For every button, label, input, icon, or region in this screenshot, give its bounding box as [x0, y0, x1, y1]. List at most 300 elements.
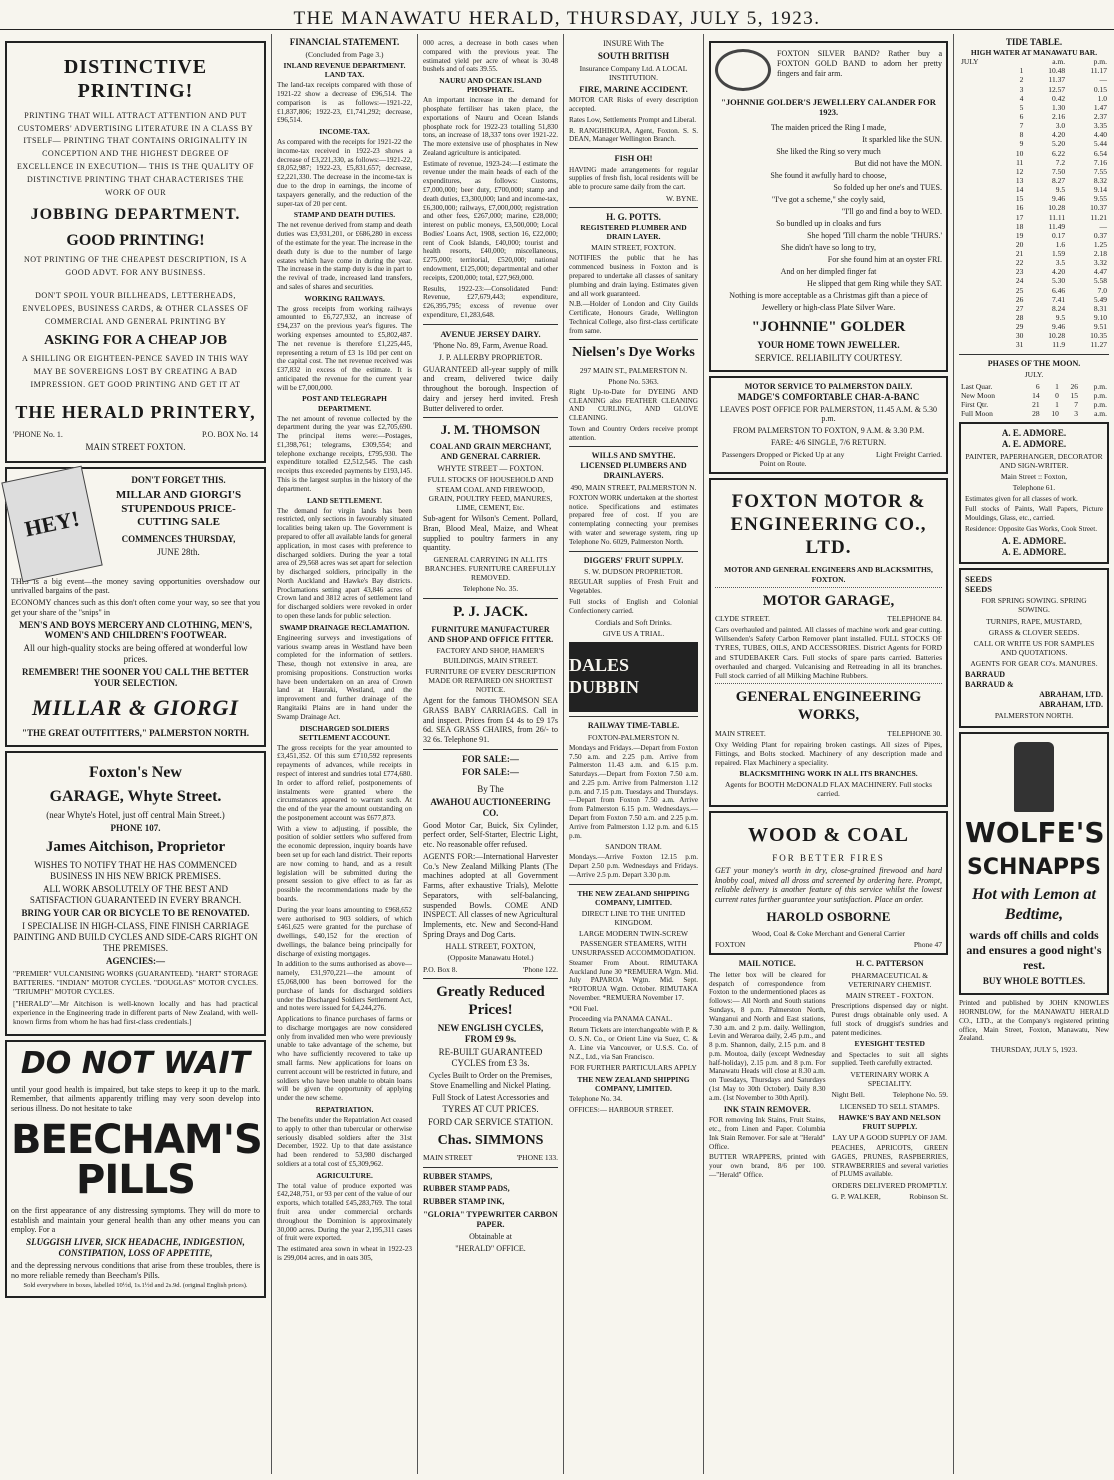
p4: The gross receipts from working railways amounted to £6,727,932, an increase of £94,237 on the previous year's figures. The working expenses amounted to £5,802,487. The net revenue is therefore £1,225,445, representing a return of £3 1s 10d per cent on the capital cost. The net revenue received was £37,832 in excess of the estimate. It is anticipated the revenue for the current year will be £7,000,000. [277, 304, 412, 392]
repat: REPATRIATION. [315, 1104, 374, 1114]
main-st: MAIN STREET [423, 1153, 473, 1163]
wood-body: GET your money's worth in dry, close-grained firewood and hard knobby coal, mixed all dross and screened by ordering here. Prompt, reliable delivery is another feature of this service whilst the lowest current rates further guarantee your satisfaction. Place an order. [715, 865, 942, 905]
madge-ad [709, 376, 948, 474]
tel30: TELEPHONE 30. [887, 728, 942, 738]
pharm: PHARMACEUTICAL & VETERINARY CHEMIST. [848, 970, 932, 989]
sale-title: MILLAR AND GIORGI'S STUPENDOUS PRICE-CUTTING SALE [115, 489, 242, 529]
chas-simmons: Chas. SIMMONS [437, 1133, 544, 1149]
dont-forget: DON'T FORGET THIS. [131, 474, 226, 485]
dales-text: DALES DUBBIN [569, 654, 640, 697]
dnw-body: until your good health is impaired, but take steps to keep it up to the mark. Remember, that ailments apparently trifling may very soon develop into serious illness. Do not hesitate to take [11, 1084, 260, 1114]
full-stock: Full Stock of Latest Accessories and [432, 1092, 549, 1102]
furniture-manufacturer: FURNITURE MANUFACTURER AND SHOP AND OFFICE FITTER. [427, 624, 554, 644]
p2: As compared with the receipts for 1921-22 the income-tax received in 1922-23 shows a decrease of £3,221,330, as follows:—1921-22, £8,052,987; 1922-23, £5,831,657; decrease, £2,221,330. The decrease in the income-tax is due to the drop in earnings, the income of taxpayers generally, and the reduction of the super-tax of 20 per cent. [277, 138, 412, 208]
pj-jack: P. J. JACK. [453, 603, 528, 620]
eng-body: Oxy Welding Plant for repairing broken castings. All sizes of Pipes, Fittings, and Bolts stocked. Machinery of any description made and repaired. Flax Machinery a speciality. [715, 739, 942, 768]
tide-row: 13 8.27 8.32 [1015, 175, 1107, 185]
bring-car: BRING YOUR CAR OR BICYCLE TO BE RENOVATED. [21, 908, 250, 919]
poem-line: It sparkled like the SUN. [862, 134, 942, 144]
osborne-sub: Wood, Coal & Coke Merchant and General Carrier [751, 928, 906, 938]
tide-row: 28 9.5 9.10 [1015, 313, 1107, 323]
panama: Proceeding via PANAMA CANAL. [569, 1015, 673, 1024]
grass-seeds: GRASS & CLOVER SEEDS. [988, 627, 1080, 637]
tide-row: 16 10.28 10.37 [1015, 203, 1107, 213]
insure: INSURE With The [603, 39, 664, 48]
mail-body: The letter box will be cleared for despatch of correspondence from Foxton to the undermentioned places as follows:— All North and South stations Sundays, 8 p.m. Palmerston North, Wanganui and North and East stations, 7.30 a.m. and 2 p.m. daily. Wellington, Levin and Weraroa daily, 2.45 p.m., and 8 p.m. Shannon, daily, 2.15 p.m. and 8 p.m. Moutoa, daily (except Wednesday half-holiday), 2.15 p.m. and 8 p.m. For Manawatu Heads will close at 8.30 a.m. on Tuesdays, Thursdays and Saturdays (1st May to 30th October). Daily 8.30 a.m. (1st November to 30th April). [709, 970, 826, 1102]
motor-car: Good Motor Car, Buick, Six Cylinder, perfect order, Self-Starter, Electric Light, etc. No reasonable offer refused. [423, 820, 558, 850]
poem-line: But did not have the MON. [854, 158, 942, 168]
printed-by: Printed and published by JOHN KNOWLES HORNBLOW, for the MANAWATU HERALD CO., LTD., at the Company's registered printing office, Main Street, Foxton, Manawatu, New Zealand. [959, 999, 1109, 1043]
admore-1: A. E. ADMORE. [1001, 428, 1067, 439]
poem-line: "I've got a scheme," she coyly said, [771, 194, 886, 204]
return-tickets: Return Tickets are interchangeable with P. & O. S.N. Co., or Orient Line via Suez, C. & A. Line via Vancouver, or U.S.S. Co. of N.Z., Ltd., via San Francisco. [569, 1026, 698, 1061]
orders: ORDERS DELIVERED PROMPTLY. [831, 1181, 948, 1191]
remember: REMEMBER! THE SOONER YOU CALL THE BETTER YOUR SELECTION. [22, 667, 249, 689]
prescriptions: Prescriptions dispensed day or night. Purest drugs obtainable only used. A full stock of druggist's sundries and patent medicines. [831, 1002, 948, 1037]
moon-title: PHASES OF THE MOON. [987, 358, 1081, 368]
tide-row: 15 9.46 9.55 [1015, 194, 1107, 204]
agencies: AGENCIES:— [105, 956, 165, 967]
all-work: ALL WORK ABSOLUTELY OF THE BEST AND SATISFACTION GUARANTEED IN EVERY BRANCH. [29, 884, 242, 906]
seeds-1: SEEDS [965, 573, 992, 584]
admore-ad [959, 422, 1109, 564]
poem-line: The maiden priced the Ring I made, [770, 122, 887, 132]
poem-line: "I'll go and find a boy to WED. [841, 206, 942, 216]
moon-row: First Qtr. 21 1 7 p.m. [961, 399, 1107, 409]
tide-row: 5 1.30 1.47 [1019, 102, 1107, 112]
land: LAND SETTLEMENT. [306, 495, 383, 505]
irdept: INLAND REVENUE DEPARTMENT. [283, 61, 406, 71]
jack-agent: Agent for the famous THOMSON SEA GRASS BABY CARRIAGES. Call in and inspect. Prices from £4 4s to £9 17s 6d. SEA GRASS CHAIRS, from 26/- to 32 6s. Telephone 91. [423, 696, 558, 745]
p10: During the year loans amounting to £968,652 were authorised to 903 soldiers, of which £461,625 were granted for the purchase of dwellings, £40,152 for the erection of dwellings, the balance being principally for discharge of existing mortgages. [277, 905, 412, 958]
railway: RAILWAY TIME-TABLE. [587, 720, 680, 730]
wood-coal: WOOD & COAL [748, 823, 909, 846]
walker: G. P. WALKER, [831, 1192, 881, 1202]
tide-row: 2 11.37 — [1019, 75, 1107, 85]
soldiers: DISCHARGED SOLDIERS SETTLEMENT ACCOUNT. [299, 723, 390, 742]
landtax: LAND TAX. [324, 70, 365, 80]
column-2 [272, 34, 418, 1474]
cheap-body: A SHILLING OR EIGHTEEN-PENCE SAVED IN THIS WAY MAY BE SOVEREIGNS LOST BY CREATING A BAD IMPRESSION. GET GOOD PRINTING AND GET IT AT [22, 354, 249, 390]
by-the: By The [477, 783, 504, 794]
licensed-stamps: LICENSED TO SELL STAMPS. [839, 1101, 940, 1111]
millar-giorgi: MILLAR & GIORGI [32, 695, 239, 721]
moon-row: Last Quar. 6 1 26 p.m. [961, 381, 1107, 391]
potts-nb: N.B.—Holder of London and City Guilds Certificate, Honours Grade, Wellington Technical College, also first-class certificate from same. [569, 300, 698, 335]
mens-wear: MEN'S AND BOYS MERCERY AND CLOTHING, MEN'S, WOMEN'S AND CHILDREN'S FOOTWEAR. [19, 619, 252, 641]
plumber: REGISTERED PLUMBER AND DRAIN LAYER. [580, 222, 687, 242]
poem-line: So bundled up in cloaks and furs [776, 218, 881, 228]
insurance-agent: R. RANGIHIKURA, Agent, Foxton. S. S. DEAN, Manager Wellington Branch. [569, 126, 698, 144]
gloria: "GLORIA" TYPEWRITER CARBON PAPER. [423, 1209, 558, 1229]
p9: With a view to adjusting, if possible, the position of soldier settlers who suffered from the economic depression, inquiry boards have been set up for each land district. Their reports are now coming to hand, and as a result legislation will be submitted during the present session to give effect to as far as possible the recommendations made by the boards. [277, 824, 412, 903]
rubber-stamps: RUBBER STAMPS, [423, 1171, 493, 1181]
tide-row: 21 1.59 2.18 [1015, 249, 1107, 259]
admore-4: A. E. ADMORE. [1001, 546, 1067, 557]
phone133: 'PHONE 133. [516, 1153, 558, 1163]
subagent: Sub-agent for Wilson's Cement. Pollard, Bran, Blood Meal, Maize, and Wheat supplied to poultry farmers in any quantity. [423, 514, 558, 553]
night-bell: Night Bell. [831, 1090, 865, 1100]
clyde-st: CLYDE STREET. [715, 614, 770, 624]
tide-row: 31 11.9 11.27 [1015, 340, 1107, 350]
tide-row: 22 3.5 3.32 [1015, 258, 1107, 268]
foxtons-new: Foxton's New [89, 764, 182, 782]
hey-illustration [1, 465, 102, 582]
p14: The total value of produce exported was £42,248,751, or 93 per cent of the value of our exports, which totalled £45,283,769. The total fruit area under commercial orchards throughout the Dominion is approximately 30,000 acres. During the year 2,195,311 cases of fruit were exported. [277, 1181, 412, 1243]
wills: WILLS AND SMYTHE. [591, 451, 676, 461]
nz-shipping: THE NEW ZEALAND SHIPPING COMPANY, LIMITED. [577, 888, 690, 907]
june-date: JUNE 28th. [157, 546, 200, 557]
hey-text: HEY! [22, 504, 82, 541]
pm-label: p.m. [1093, 57, 1107, 67]
palmerston-north: PALMERSTON NORTH. [994, 711, 1074, 721]
freight: Light Freight Carried. [875, 449, 942, 459]
garage-body: Cars overhauled and painted. All classes of machine work and gear cutting. Willsenden's Safety Carbon Remover plant installed. FULL STOCKS OF TYRES, TUBES, OILS, AND ACCESSORIES. District Agents for FORD and STUDEBAKER Cars. Full stocks of spare parts carried. Batteries overhauled and charged. Vulcanising and Retreading in all its branches. Full stock carried of all Milking Machine Rubbers. [715, 625, 942, 680]
call-write: CALL OR WRITE US FOR SAMPLES AND QUOTATIONS. [973, 638, 1095, 658]
am-label: a.m. [1052, 57, 1066, 67]
main-street-6: Main Street :: Foxton, [1000, 472, 1068, 482]
silver-band: FOXTON SILVER BAND? Rather buy a FOXTON GOLD BAND to adorn her pretty fingers and fair arm. [777, 49, 942, 78]
tide-row: 8 4.20 4.40 [1019, 130, 1107, 140]
oil-fuel: *Oil Fuel. [569, 1004, 599, 1013]
billheads: DON'T SPOIL YOUR BILLHEADS, LETTERHEADS, ENVELOPES, BUSINESS CARDS, & OTHER CLASSES OF COMMERCIAL AND GENERAL PRINTING BY [22, 290, 249, 326]
agri: AGRICULTURE. [316, 1170, 373, 1180]
moon-month: JULY. [1024, 370, 1044, 380]
tide-row: 14 9.5 9.14 [1015, 185, 1107, 195]
lay-up: LAY UP A GOOD SUPPLY OF JAM. [832, 1132, 948, 1142]
patterson: H. C. PATTERSON [855, 959, 924, 969]
potts: H. G. POTTS. [606, 212, 661, 222]
herald-printery: THE HERALD PRINTERY, [15, 401, 256, 422]
poem-line: She liked the Ring so very much [776, 146, 881, 156]
direct-line: DIRECT LINE TO THE UNITED KINGDOM. [581, 909, 686, 928]
awahou: AWAHOU AUCTIONEERING CO. [430, 796, 551, 818]
hot-lemon: Hot with Lemon at Bedtime, [971, 886, 1096, 923]
tide-row: 6 2.16 2.37 [1019, 111, 1107, 121]
cordials: Cordials and Soft Drinks. [595, 617, 672, 627]
p12: Applications to finance purchases of farms or to discharge mortgages are now considered only from invalided men who were previously unable to take advantage of the scheme, but who have sufficiently recovered to take up small farms. New applications for loans on current account will be restricted in future, and soldiers who have been unable to obtain loans will be given the opportunity of applying under the new scheme. [277, 1015, 412, 1103]
nz-ship2: THE NEW ZEALAND SHIPPING COMPANY, LIMITED. [577, 1074, 690, 1093]
good-printing: GOOD PRINTING! [66, 231, 205, 249]
guaranteed-milk: GUARANTEED all-year supply of milk and cream, delivered twice daily throughout the borough. Inspection of dairy and jersey herd invited. Fresh Butter delivered to order. [423, 364, 558, 413]
outfitters: "THE GREAT OUTFITTERS," PALMERSTON NORTH. [21, 728, 250, 739]
p7: Engineering surveys and investigations of various swamp areas in Westland have been completed for the information of settlers. These, though not extensive in area, are promising propositions. Construction works have been undertaken on an area of Crown land at Hauraki, Westland, and the improvement and further drainage of the Rangitaiki Plains are in hand under the Swamp Drainage Act. [277, 633, 412, 721]
tide-row: 12 7.50 7.55 [1015, 166, 1107, 176]
booth: Agents for BOOTH McDONALD FLAX MACHINERY. Full stocks carried. [725, 780, 932, 799]
diggers: DIGGERS' FRUIT SUPPLY. [583, 555, 684, 565]
avenue-dairy: AVENUE JERSEY DAIRY. [440, 328, 541, 339]
tide-title: TIDE TABLE. [1005, 37, 1063, 47]
wills-addr: 490, MAIN STREET, PALMERSTON N. [570, 482, 697, 492]
spectacles: and Spectacles to suit all sights supplied. Teeth carefully extracted. [831, 1050, 948, 1068]
barraud-2: BARRAUD & [965, 680, 1014, 690]
blacksmith: BLACKSMITHING WORK IN ALL ITS BRANCHES. [739, 769, 918, 779]
post: POST AND TELEGRAPH DEPARTMENT. [302, 394, 387, 413]
fox-palm: FOXTON-PALMERSTON N. [587, 732, 680, 742]
main-st-5: MAIN STREET. [715, 728, 766, 738]
p1: The land-tax receipts compared with those of 1921-22 show a decrease of £96,514. The comparison is as follows:—1921-22, £1,837,806; 1922-23, £1,741,292; decrease, £96,514. [277, 81, 412, 125]
tel61: Telephone 61. [1012, 483, 1056, 493]
from-palmerston: FROM PALMERSTON TO FOXTON, 9 A.M. & 3.30 P.M. [732, 426, 925, 436]
rail-body: Mondays and Fridays.—Depart from Foxton 7.50 a.m. and 2.25 p.m. Arrive from Palmerston 11.43 a.m. and 6.15 p.m. Saturdays.—Depart from Foxton 7.50 a.m. and 2.25 p.m. Arrive from Palmerston 1.12 p.m. and 7.15 p.m. Tuesdays and Thursdays.—Depart from Foxton 7.50 a.m. Arrive from Palmerston 6.15 p.m. Wednesdays.—Depart from Foxton 7.50 a.m. and 2.25 p.m. Arrive from Palmerston 1.12 p.m. and 6.15 p.m. [569, 743, 698, 840]
abraham-2: ABRAHAM, LTD. [1039, 699, 1103, 709]
byne: W. BYNE. [666, 193, 698, 203]
c3-p2: An important increase in the demand for phosphate fertiliser has taken place, the exportations of Nauru and Ocean Islands phosphate rock for 1922-23 totalling 51,830 tons, an increase of 18,337 tons over 1921-22. The more extensive use of phosphates in New Zealand agriculture is anticipated. [423, 96, 558, 157]
good-body: NOT PRINTING OF THE CHEAPEST DESCRIPTION, IS A GOOD ADVT. FOR ANY BUSINESS. [23, 255, 248, 278]
p6: The demand for virgin lands has been restricted, only sections in favourably situated localities being taken up. The Government is prepared to offer all available lands for general application, in most cases with preference to discharged soldiers. During the year a total area of 29,568 acres was set apart for selection by discharged soldiers, principally in the North Auckland and Hawke's Bay districts. Proclamations setting apart 43,846 acres of Crown land and 3812 acres of settlement land for discharged soldiers were revoked in order to open these lands for public selection. [277, 506, 412, 620]
motor-risks: MOTOR CAR Risks of every description accepted. [569, 96, 698, 114]
tide-row: 9 5.20 5.44 [1019, 139, 1107, 149]
rubber-pads: RUBBER STAMP PADS, [423, 1184, 510, 1194]
wills-body: FOXTON WORK undertaken at the shortest notice. Specifications and estimates prepared free of cost. If you are contemplating connecting your premises with water and sewerage system, ring up Telephone No. 6029, Palmerston North. [569, 493, 698, 546]
poem-line: So folded up her one's and TUES. [833, 182, 942, 192]
hall-street: HALL STREET, FOXTON, [445, 941, 536, 951]
tide-row: 27 8.24 8.31 [1015, 303, 1107, 313]
service-values: SERVICE. RELIABILITY COURTESY. [754, 352, 903, 363]
p15: The estimated area sown in wheat in 1922-23 is 299,004 acres, and in oats 305, [277, 1245, 412, 1262]
ink-stain: INK STAIN REMOVER. [723, 1104, 811, 1114]
insurance: Insurance Company Ltd. A LOCAL INSTITUTION. [579, 63, 688, 82]
footer-date: THURSDAY, JULY 5, 1923. [990, 1045, 1078, 1055]
masthead: THE MANAWATU HERALD, THURSDAY, JULY 5, 1923. [0, 0, 1114, 30]
residence: Residence: Opposite Gas Works, Cook Street. [965, 524, 1098, 533]
moon-row: Full Moon 28 10 3 a.m. [961, 408, 1107, 418]
licensed-plumbers: LICENSED PLUMBERS AND DRAINLAYERS. [580, 461, 687, 480]
barraud-1: BARRAUD [965, 670, 1005, 680]
tide-table [959, 57, 1109, 350]
schnapps: SCHNAPPS [967, 854, 1101, 880]
printing-ad [5, 41, 266, 463]
jobbing: JOBBING DEPARTMENT. [30, 206, 241, 224]
cycles-built: Cycles Built to Order on the Premises, Stove Enamelling and Nickel Plating. [428, 1071, 553, 1090]
turnips: TURNIPS, RAPE, MUSTARD, [986, 616, 1082, 626]
p8: The gross receipts for the year amounted to £3,451,352. Of this sum £710,592 represents repayments of advances, while receipts in respect of interest and sundries total £774,680. In order to afford relief, postponements of instalments were granted where the circumstances appeared to warrant such. At the end of the year the amount outstanding on the postponement account was £677,873. [277, 743, 412, 822]
tide-row: 7 3.0 3.35 [1019, 121, 1107, 131]
potts-body: NOTIFIES the public that he has commenced business in Foxton and is prepared to undertake all classes of sanitary plumbing and drain laying. Estimates given and all work guaranteed. [569, 254, 698, 298]
agencies-list: "PREMIER" VULCANISING WORKS (GUARANTEED). "HART" STORAGE BATTERIES. "INDIAN" MOTOR CYCLES. "DOUGLAS" MOTOR CYCLES. "TRIUMPH" MOTOR CYCLES. [13, 969, 258, 997]
foxton-motor-ad [709, 478, 948, 807]
tide-row: 30 10.28 10.35 [1015, 331, 1107, 341]
large-steamers: LARGE MODERN TWIN-SCREW PASSENGER STEAMERS, WITH UNSURPASSED ACCOMMODATION. [571, 929, 696, 957]
tide-row: 24 5.30 5.58 [1015, 276, 1107, 286]
fish-oh: FISH OH! [614, 153, 653, 164]
motor-garage: MOTOR GARAGE, [762, 592, 895, 609]
golder-ad [709, 41, 948, 372]
sandon-body: Mondays.—Arrive Foxton 12.15 p.m. Depart 2.50 p.m. Wednesdays and Fridays.—Arrive 2.5 p.m. Depart 3.30 p.m. [569, 853, 698, 880]
leaves: LEAVES POST OFFICE FOR PALMERSTON, 11.45 A.M. & 5.30 p.m. [719, 404, 937, 424]
moon-row: New Moon 14 0 15 p.m. [961, 390, 1107, 400]
tide-row: 17 11.11 11.21 [1015, 212, 1107, 222]
commences: COMMENCES THURSDAY, [121, 533, 236, 544]
painter: PAINTER, PAPERHANGER, DECORATOR AND SIGN-WRITER. [965, 452, 1103, 471]
give-trial: GIVE US A TRIAL. [602, 628, 665, 638]
do-not-wait: DO NOT WAIT [20, 1045, 251, 1081]
nielsen: Nielsen's Dye Works [572, 345, 695, 361]
bottle-illustration [1014, 742, 1054, 812]
tide-row: 19 0.17 0.37 [1015, 230, 1107, 240]
passengers: Passengers Dropped or Picked Up at any Point on Route. [721, 449, 845, 468]
rubber-ink: RUBBER STAMP INK, [423, 1197, 505, 1207]
sandon: SANDON TRAM. [605, 842, 662, 852]
column-3 [418, 34, 564, 1474]
tide-row: 29 9.46 9.51 [1015, 322, 1107, 332]
p3: The net revenue derived from stamp and death duties was £3,931,201, or £686,280 in excess of the estimate for the year. The increase in the death duty is due to the number of large estates which have come in during the year. The increase in the stamp duty is due in part to the revival of trade, increased land transfers, and sales of shares and securities. [277, 221, 412, 291]
working: WORKING RAILWAYS. [304, 293, 385, 303]
tide-head: HIGH WATER AT MANAWATU BAR. [970, 47, 1098, 57]
july-label: JULY [961, 57, 979, 67]
rates: Rates Low, Settlements Prompt and Liberal. [569, 115, 697, 124]
potts-addr: MAIN STREET, FOXTON. [591, 243, 676, 253]
peaches: PEACHES, APRICOTS, GREEN GAGES, PRUNES, RASPBERRIES, STRAWBERRIES and several varieties of PLUMS available. [831, 1144, 948, 1179]
foxton-motor: FOXTON MOTOR & ENGINEERING CO., LTD. [730, 490, 927, 559]
rebuilt-cycles: RE-BUILT GUARANTEED CYCLES from £3 3s. [438, 1047, 543, 1069]
nielsen-town: Town and Country Orders receive prompt attention. [569, 424, 698, 442]
spring-sowing: FOR SPRING SOWING. SPRING SOWING. [981, 596, 1087, 615]
offices: OFFICES:— HARBOUR STREET. [569, 1105, 674, 1114]
fare: FARE: 4/6 SINGLE, 7/6 RETURN. [771, 437, 886, 447]
nielsen-phone: Phone No. 5363. [608, 376, 659, 386]
poem [715, 122, 942, 314]
estimates: Estimates given for all classes of work. [965, 494, 1078, 503]
poem-line: She found it awfully hard to choose, [770, 170, 887, 180]
stamp: STAMP AND DEATH DUTIES. [293, 210, 396, 220]
column-4 [564, 34, 704, 1474]
abraham-1: ABRAHAM, LTD. [1039, 689, 1103, 699]
new-cycles: NEW ENGLISH CYCLES, FROM £9 9s. [437, 1023, 544, 1045]
wolfes: WOLFE'S [965, 816, 1105, 850]
column-6 [954, 34, 1114, 1474]
tide-row: 20 1.6 1.25 [1015, 239, 1107, 249]
incometax: INCOME-TAX. [319, 127, 370, 137]
veterinary: VETERINARY WORK A SPECIALITY. [850, 1070, 930, 1089]
confectionery: Full stocks of English and Colonial Confectionery carried. [569, 598, 698, 615]
tel34: Telephone No. 34. [569, 1094, 622, 1103]
seeds-2: SEEDS [965, 583, 992, 594]
motor-general: MOTOR AND GENERAL ENGINEERS AND BLACKSMITHS, FOXTON. [724, 565, 933, 584]
butter: BUTTER WRAPPERS, printed with your own brand, 8/6 per 100. —"Herald" Office. [709, 1153, 826, 1180]
general-engineering: GENERAL ENGINEERING WORKS, [735, 689, 922, 724]
garage-whyte: GARAGE, Whyte Street. [49, 787, 222, 805]
p5: The net amount of revenue collected by the department during the year was £2,705,690. The principal items were:—Postages, £1,398,761; telegrams, £309,554; and telephone exchange receipts, £795,930. The expenditure totalled £2,512,545. The cash receipts thus exceeded payments by £193,145. This is the largest surplus in the history of the department. [277, 414, 412, 493]
phone-107: PHONE 107. [110, 823, 161, 834]
south-british: SOUTH BRITISH [597, 50, 670, 61]
tide-row: 18 11.49 — [1015, 221, 1107, 231]
whyte-st: WHYTE STREET — FOXTON. [437, 463, 544, 473]
allerby: J. P. ALLERBY PROPRIETOR. [438, 352, 543, 362]
golder-calendar: "JOHNNIE GOLDER'S JEWELLERY CALANDER FOR 1923. [721, 97, 936, 118]
harold-osborne: HAROLD OSBORNE [766, 908, 891, 924]
coal-stocks: FULL STOCKS OF HOUSEHOLD AND STEAM COAL AND FIREWOOD, GRAIN, POULTRY FEED, MANURES, LIME, CEMENT, Etc. [427, 475, 554, 512]
swamp: SWAMP DRAINAGE RECLAMATION. [279, 622, 410, 632]
tide-row: 1 10.48 11.17 [1019, 66, 1107, 76]
p11: In addition to the sums authorised as above—namely, £31,970,221—the amount of £5,068,000 has been borrowed for the purchase of lands for discharged soldiers under the Discharged Soldiers Settlement Act, and notes were issued for £4,244,276. [277, 960, 412, 1013]
tide-row: 25 6.46 7.0 [1015, 285, 1107, 295]
printing-title: DISTINCTIVE PRINTING! [63, 56, 208, 103]
beechams-ad [5, 1040, 266, 1298]
osborne-place: FOXTON [715, 939, 746, 949]
nielsen-addr: 297 MAIN ST., PALMERSTON N. [579, 365, 688, 375]
greatly-reduced: Greatly Reduced Prices! [436, 983, 545, 1018]
tide-row: 3 12.57 0.15 [1019, 84, 1107, 94]
osborne-ad [709, 811, 948, 956]
johnnie-golder: "JOHNNIE" GOLDER [751, 318, 906, 335]
ford-service: FORD CAR SERVICE STATION. [427, 1117, 554, 1128]
obtainable: Obtainable at [469, 1232, 512, 1242]
beechams-body: on the first appearance of any distressing symptoms. They will do more to establish and maintain your general health than any other means you can employ. For a [11, 1205, 260, 1235]
pat-addr: MAIN STREET - FOXTON. [845, 991, 934, 1001]
sale-body: THIS is a big event—the money saving opportunities overshadow our unrivalled bargains of the past. [11, 576, 260, 596]
thomson: J. M. THOMSON [440, 422, 541, 438]
financial-title: FINANCIAL STATEMENT. [289, 37, 400, 47]
admore-2: A. E. ADMORE. [1001, 439, 1067, 450]
pobox-label: P.O. BOX No. 14 [201, 429, 258, 439]
osborne-phone: Phone 47 [913, 939, 942, 949]
wishes: WISHES TO NOTIFY THAT HE HAS COMMENCED BUSINESS IN HIS NEW BRICK PREMISES. [34, 860, 237, 882]
ships: Steamer From About. RIMUTAKA Auckland June 30 *REMUERA Wgtn. Mid. July PAPAROA Wgtn. Mid. Sept. *ROTORUA Wgtn. October. RIMUTAKA November. *REMUERA November 17. [569, 958, 698, 1002]
agents-for: AGENTS FOR:—International Harvester Co.'s New Zealand Milking Plants (The machines adopted at all Government Farms, after exhaustive Trials), Melotte Separators, with self-balancing, suspended Bowls. COME AND INSPECT. All classes of new Agricultural Implements, etc. New and Second-Hand Spring Drays and Dog Carts. [423, 851, 558, 939]
poem-line: She hoped 'Till charm the noble 'THURS.' [807, 230, 942, 240]
garage-ad [5, 751, 266, 1036]
madge: MADGE'S COMFORTABLE CHAR-A-BANC [737, 391, 920, 402]
factory: FACTORY AND SHOP, HAMER'S BUILDINGS, MAIN STREET. [436, 646, 545, 665]
poem-line: For she found him at an oyster FRI. [827, 254, 942, 264]
tel59: Telephone No. 59. [892, 1090, 948, 1100]
pobox8: P.O. Box 8. [423, 964, 458, 974]
carrying: GENERAL CARRYING IN ALL ITS BRANCHES. FURNITURE CAREFULLY REMOVED. [424, 555, 557, 583]
column-5 [704, 34, 954, 1474]
near-hotel: (near Whyte's Hotel, just off central Main Street.) [46, 810, 225, 821]
further: FOR FURTHER PARTICULARS APPLY [570, 1063, 697, 1073]
hawkes-bay: HAWKE'S BAY AND NELSON FRUIT SUPPLY. [838, 1112, 941, 1131]
wolfes-ad [959, 732, 1109, 995]
regular: REGULAR supplies of Fresh Fruit and Vegetables. [569, 578, 698, 596]
concluded: (Concluded from Page 3.) [305, 49, 384, 59]
c3-p4: Results, 1922-23:—Consolidated Fund: Revenue, £27,679,443; expenditure, £26,395,795; excess of revenue over expenditure, £1,283,648. [423, 284, 558, 319]
fish-body: HAVING made arrangements for regular supplies of fresh fish, local residents will be able to procure same daily from the cart. [569, 165, 698, 192]
for-sale-2: FOR SALE:— [462, 766, 519, 777]
motor-service: MOTOR SERVICE TO PALMERSTON DAILY. [744, 381, 913, 391]
millar-giorgi-ad [5, 467, 266, 748]
street-label: MAIN STREET FOXTON. [85, 441, 186, 452]
seeds-ad [959, 568, 1109, 729]
mail-notice: MAIL NOTICE. [738, 959, 796, 969]
gear-manures: AGENTS FOR GEAR CO's. MANURES. [970, 659, 1098, 669]
tide-row: 23 4.20 4.47 [1015, 267, 1107, 277]
poem-line: Nothing is more acceptable as a Christmas gift than a piece of Jewellery or high-class Plate Silver Ware. [729, 290, 928, 312]
home-jeweller: YOUR HOME TOWN JEWELLER. [757, 340, 900, 351]
wards-off: wards off chills and colds and ensures a good night's rest. [966, 928, 1102, 972]
fire-marine: FIRE, MARINE ACCIDENT. [579, 84, 688, 94]
coal-merchant: COAL AND GRAIN MERCHANT, AND GENERAL CARRIER. [429, 442, 552, 461]
buy-whole: BUY WHOLE BOTTLES. [982, 976, 1086, 987]
cheap-job: ASKING FOR A CHEAP JOB [44, 333, 227, 349]
paint-stocks: Full stocks of Paints, Wall Papers, Picture Mouldings, Glass, etc., carried. [965, 505, 1103, 523]
opposite: (Opposite Manawatu Hotel.) [447, 953, 534, 963]
nauru: NAURU AND OCEAN ISLAND PHOSPHATE. [439, 76, 542, 95]
p13: The benefits under the Repatriation Act ceased to apply to other than tubercular or otherwise seriously disabled soldiers after the 31st December, 1922. Up to that date assistance had been rendered to 53,980 discharged soldiers at a total cost of £5,309,962. [277, 1115, 412, 1168]
dudson: S. W. DUDSON PROPRIETOR. [584, 567, 683, 577]
tel84: TELEPHONE 84. [887, 614, 942, 624]
admore-3: A. E. ADMORE. [1001, 535, 1067, 546]
moon-table [959, 382, 1109, 419]
economy: ECONOMY chances such as this don't often come your way, so see that you get your share of the "snips" in [11, 598, 260, 617]
dales-dubbin-ad [569, 642, 698, 712]
tyres: TYRES AT CUT PRICES. [442, 1104, 539, 1115]
poem-line: And on her dimpled finger fat [780, 266, 877, 276]
c3-p1: 000 acres, a decrease in both cases when compared with the previous year. The estimated yield per acre of wheat is 30.48 bushels and of oats 39.55. [423, 39, 558, 74]
ink-body: FOR removing Ink Stains, Fruit Stains, etc., from Linen and Paper. Columbia Ink Stain Remover. For sale at "Herald" Office. [709, 1116, 826, 1151]
tide-row: 26 7.41 5.49 [1015, 294, 1107, 304]
